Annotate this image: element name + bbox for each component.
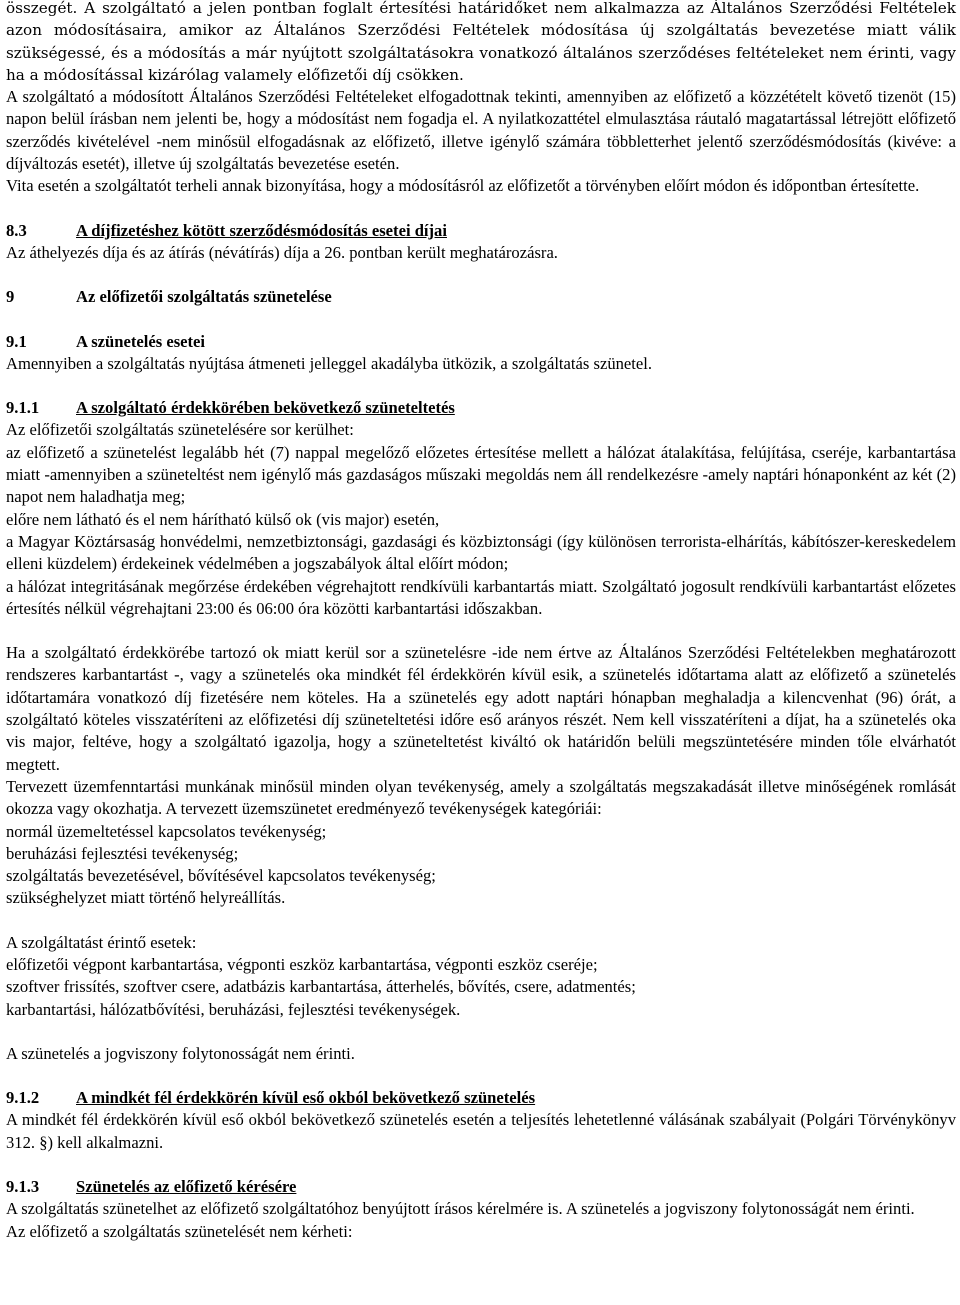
list-item: szoftver frissítés, szoftver csere, adatbázis karbantartása, átterhelés, bővítés, csere, adatmentés;	[6, 977, 636, 997]
paragraph-asz-modification-exceptions: összegét. A szolgáltató a jelen pontban foglalt értesítési határidőket nem alkalmazza az Általános Szerződési Feltételek azon módosításaira, amikor az Általános Szerződési Feltételek módosítása új szolgáltatás bevezetése miatt válik szükségessé, és a módosítás a már nyújtott szolgáltatásokra vonatkozó általános szerződéses feltételeket nem érinti, vagy ha a módosítással kizárólag valamely előfizetői díj csökken.	[6, 0, 956, 84]
heading-section-9-1	[6, 331, 956, 353]
list-item: szükséghelyzet miatt történő helyreállítás.	[6, 888, 286, 908]
spacer	[6, 1154, 956, 1176]
spacer	[6, 309, 956, 331]
section-number: 9.1.1	[6, 398, 40, 418]
spacer	[6, 620, 956, 642]
section-title: A szünetelés esetei	[76, 331, 206, 351]
section-number: 9	[6, 287, 15, 307]
paragraph-suspension-fees: Ha a szolgáltató érdekkörébe tartozó ok miatt kerül sor a szünetelésre -ide nem értve az Általános Szerződési Feltételekben meghatározott rendszeres karbantartást -, vagy a szünetelés oka mindkét fél érdekkörén kívül esik, a szünetelés időtartama alatt az előfizető a szünetelés időtartamára vonatkozó díj fizetésére nem köteles. Ha a szünetelés egy adott naptári hónapban meghaladja a kilencvenhat (96) órát, a szolgáltató köteles visszatéríteni az előfizetési díj szüneteltetési időre eső arányos részét. Nem kell visszatéríteni a díjat, ha a szünetelés oka vis major, feltéve, hogy a szolgáltató igazolja, hogy a szüneteltetést kiváltó ok határidőn belüli megszüntetésére minden tőle elvárhatót megtett.	[6, 643, 956, 774]
section-number: 8.3	[6, 220, 27, 240]
spacer	[6, 1021, 956, 1043]
spacer	[6, 264, 956, 286]
list-item: a hálózat integritásának megőrzése érdekében végrehajtott rendkívüli karbantartás miatt. Szolgáltató jogosult rendkívüli karbantartást előzetes értesítés nélkül végrehajtani 23:00 és 06:00 óra közötti karbantartási időszakban.	[6, 576, 956, 618]
heading-section-9-1-3	[6, 1176, 956, 1198]
section-title: Az előfizetői szolgáltatás szünetelése	[76, 287, 332, 307]
heading-section-8-3	[6, 220, 956, 242]
section-8-3-text: Az áthelyezés díja és az átírás (névátírás) díja a 26. pontban került meghatározásra.	[6, 242, 558, 262]
section-title: A díjfizetéshez kötött szerződésmódosítás esetei díjai	[76, 220, 447, 240]
section-number: 9.1	[6, 331, 27, 351]
spacer	[6, 375, 956, 397]
heading-section-9	[6, 286, 956, 308]
section-9-1-1-intro: Az előfizetői szolgáltatás szünetelésére sor kerülhet:	[6, 420, 354, 440]
list-item: beruházási fejlesztési tevékenység;	[6, 843, 239, 863]
section-9-1-2-text: A mindkét fél érdekkörén kívül eső okból bekövetkező szünetelés esetén a teljesítés lehetetlenné válásának szabályait (Polgári Törvénykönyv 312. §) kell alkalmazni.	[6, 1110, 956, 1152]
list-item: az előfizető a szünetelést legalább hét (7) nappal megelőző előzetes értesítése mellett a hálózat átalakítása, felújítása, cseréje, karbantartása miatt -amennyiben a szüneteltést nem igénylő más gazdaságos műszaki megoldás nem áll rendelkezésre -amely naptári hónaponként az két (2) napot nem haladhatja meg;	[6, 442, 956, 507]
paragraph-planned-maintenance: Tervezett üzemfenntartási munkának minősül minden olyan tevékenység, amely a szolgáltatás megszakadását illetve minőségének romlását okozza vagy okozhatja. A tervezett üzemszünetet eredményező tevékenységek kategóriái:	[6, 776, 956, 819]
paragraph-acceptance-rules: A szolgáltató a módosított Általános Szerződési Feltételeket elfogadottnak tekinti, amennyiben az előfizető a közzétételt követő tizenöt (15) napon belül írásban nem jelenti be, hogy a módosítást nem fogadja el. A nyilatkozattétel elmulasztása ráutaló magatartással létrejött előfizető szerződés kivételével -nem minősül elfogadásnak az előfizető, illetve igénylő számára többletterhet jelentő szerződésmódosítás (kivéve: a díjváltozás esetét), illetve új szolgáltatás bevezetése esetén.	[6, 87, 956, 174]
document-page	[6, 0, 956, 1243]
section-9-1-3-text: A szolgáltatás szünetelhet az előfizető szolgáltatóhoz benyújtott írásos kérelmére is. A szünetelés a jogviszony folytonosságát nem érinti.	[6, 1199, 915, 1219]
spacer	[6, 198, 956, 220]
section-number: 9.1.2	[6, 1088, 40, 1108]
list-item: karbantartási, hálózatbővítési, beruházási, fejlesztési tevékenységek.	[6, 999, 461, 1019]
paragraph-burden-of-proof: Vita esetén a szolgáltatót terheli annak bizonyítása, hogy a módosításról az előfizetőt a törvényben előírt módon és időpontban értesítette.	[6, 176, 920, 196]
list-item: előfizetői végpont karbantartása, végponti eszköz karbantartása, végponti eszköz cseréje;	[6, 954, 598, 974]
list-item: normál üzemeltetéssel kapcsolatos tevékenység;	[6, 821, 327, 841]
paragraph-continuity: A szünetelés a jogviszony folytonosságát nem érinti.	[6, 1043, 355, 1063]
cases-intro: A szolgáltatást érintő esetek:	[6, 932, 197, 952]
list-item: szolgáltatás bevezetésével, bővítésével kapcsolatos tevékenység;	[6, 866, 436, 886]
section-9-1-text: Amennyiben a szolgáltatás nyújtása átmeneti jelleggel akadályba ütközik, a szolgáltatás szünetel.	[6, 353, 653, 373]
section-title: Szünetelés az előfizető kérésére	[76, 1177, 297, 1197]
section-title: A mindkét fél érdekkörén kívül eső okból bekövetkező szünetelés	[76, 1088, 536, 1108]
heading-section-9-1-2	[6, 1087, 956, 1109]
section-number: 9.1.3	[6, 1177, 40, 1197]
section-title: A szolgáltató érdekkörében bekövetkező szüneteltetés	[76, 398, 455, 418]
list-item: a Magyar Köztársaság honvédelmi, nemzetbiztonsági, gazdasági és közbiztonsági (így különösen terrorista-elhárítás, kábítószer-kereskedelem elleni küzdelem) érdekeinek védelmében a jogszabályok által előírt módon;	[6, 531, 956, 574]
section-9-1-3-last: Az előfizető a szolgáltatás szünetelését nem kérheti:	[6, 1221, 353, 1241]
spacer	[6, 1065, 956, 1087]
list-item: előre nem látható és el nem hárítható külső ok (vis major) esetén,	[6, 509, 440, 529]
spacer	[6, 910, 956, 932]
heading-section-9-1-1	[6, 397, 956, 419]
